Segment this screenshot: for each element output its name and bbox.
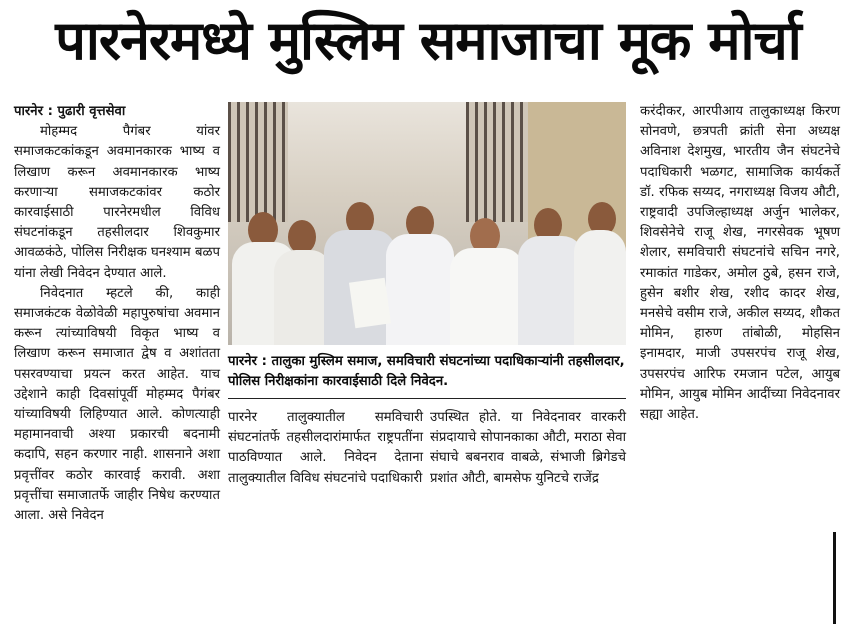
article-paragraph-1: मोहम्मद पैगंबर यांवर समाजकटकांकडून अवमानकारक भाष्य व लिखाण करून अवमानकारक भाष्य करणाऱ्या समाजकटकांवर कठोर कारवाईसाठी पारनेरमधील विविध संघटनांकडून तहसीलदार शिवकुमार आवळकंठे, पोलिस निरीक्षक घनश्याम बळप यांना लेखी निवेदन देण्यात आले. (14, 124, 220, 281)
photo-person (386, 234, 454, 345)
photo-person (450, 248, 524, 345)
byline: पारनेर : पुढारी वृत्तसेवा (14, 104, 126, 119)
column-rule (833, 532, 836, 624)
photo-caption: पारनेर : तालुका मुस्लिम समाज, समविचारी संघटनांच्या पदाधिकाऱ्यांनी तहसीलदार, पोलिस निरीक्षकांना कारवाईसाठी दिले निवेदन. (228, 352, 626, 399)
article-column-1 (14, 102, 220, 622)
article-paragraph-3: पारनेर तालुक्यातील समविचारी संघटनांतर्फे तहसीलदारांमार्फत राष्ट्रपतींना पाठविण्यात आले. निवेदन देताना तालुक्यातील विविध संघटनांचे पदाधिकारी (228, 410, 423, 486)
photo-gate-left (228, 102, 288, 222)
article-paragraph-2: निवेदनात म्हटले की, काही समाजकंटक वेळोवेळी महापुरुषांचा अवमान करून त्यांच्याविषयी विकृत भाष्य व लिखाण करून समाजात द्वेष व अशांतता पसरवण्याचा प्रयत्न करत आहेत. याच उद्देशाने काही दिवसांपूर्वी मोहम्मद पैगंबर यांच्याविषयी लिहिण्यात आले. कोणत्याही महामानवाची अश्या प्रकारची बदनामी कदापि, सहन करणार नाही. शासनाने अशा प्रवृत्तींवर कठोर कारवाई करावी. अशा प्रवृत्तींचा समाजातर्फे जाहीर निषेध करण्यात आला. असे निवेदन (14, 285, 220, 524)
photo-memorandum-paper (349, 278, 391, 329)
article-paragraph-5: करंदीकर, आरपीआय तालुकाध्यक्ष किरण सोनवणे, छत्रपती क्रांती सेना अध्यक्ष अविनाश देशमुख, भारतीय जैन संघटनेचे पदाधिकारी भळगट, सामाजिक कार्यकर्ते डॉ. रफिक सय्यद, नगराध्यक्ष विजय औटी, राष्ट्रवादी उपजिल्हाध्यक्ष अर्जुन भालेकर, शिवसेनेचे राजू शेख, नगरसेवक भूषण शेलार, समविचारी संघटनांचे सचिन नगरे, रमाकांत गाडेकर, अमोल ठुबे, हसन राजे, हुसेन बशीर शेख, रशीद कादर शेख, मनसेचे वसीम राजे, अकील सय्यद, शौकत मोमिन, हारुण तांबोळी, मोहसिन इनामदार, माजी उपसरपंच राजू शेख, उपसरपंच आरिफ रमजान पटेल, आयुब मोमिन, आयुब मोमिन आदींच्या निवेदनावर सह्या आहेत. (640, 104, 840, 423)
photo-person (574, 230, 626, 345)
article-column-4 (640, 102, 840, 425)
headline: पारनेरमध्ये मुस्लिम समाजाचा मूक मोर्चा (55, 9, 801, 72)
article-column-2 (228, 408, 423, 489)
photo-person (288, 220, 316, 254)
article-paragraph-4: उपस्थित होते. या निवेदनावर वारकरी संप्रदायाचे सोपानकाका औटी, मराठा सेवा संघाचे बबनराव वाबळे, संभाजी ब्रिगेडचे प्रशांत औटी, बामसेफ युनिटचे राजेंद्र (430, 410, 626, 486)
news-photo (228, 102, 626, 345)
article-column-3 (430, 408, 626, 489)
photo-gate-right (466, 102, 528, 222)
